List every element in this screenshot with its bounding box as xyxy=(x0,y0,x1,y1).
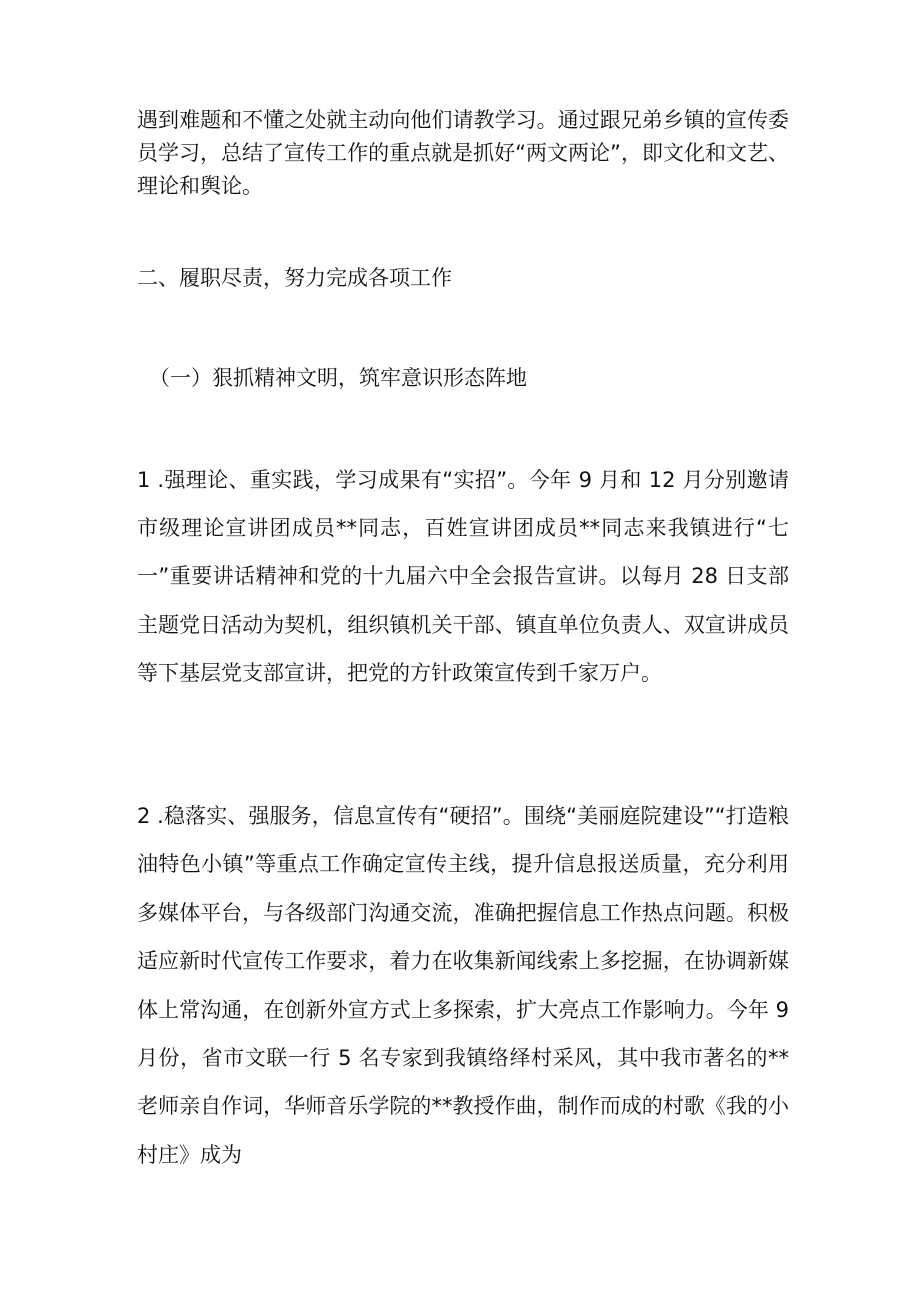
paragraph-2: 2 .稳落实、强服务，信息宣传有“硬招”。围绕“美丽庭院建设”“打造粮油特色小镇”等重点工作确定宣传主线，提升信息报送质量，充分利用多媒体平台，与各级部门沟通交流，准确把握信息工作热点问题。积极适应新时代宣传工作要求，着力在收集新闻线索上多挖掘，在协调新媒体上常沟通，在创新外宣方式上多探索，扩大亮点工作影响力。今年 9 月份，省市文联一行 5 名专家到我镇络绎村采风，其中我市著名的**老师亲自作词，华师音乐学院的**教授作曲，制作而成的村歌《我的小村庄》成为 xyxy=(137,804,789,1167)
subsection-heading: （一）狠抓精神文明，筑牢意识形态阵地 xyxy=(149,366,527,390)
section-heading: 二、履职尽责，努力完成各项工作 xyxy=(137,266,452,290)
intro-paragraph: 遇到难题和不懂之处就主动向他们请教学习。通过跟兄弟乡镇的宣传委员学习，总结了宣传工作的重点就是抓好“两文两论”，即文化和文艺、理论和舆论。 xyxy=(137,108,789,198)
paragraph-1: 1 .强理论、重实践，学习成果有“实招”。今年 9 月和 12 月分别邀请市级理论宣讲团成员**同志，百姓宣讲团成员**同志来我镇进行“七一”重要讲话精神和党的十九届六中全会报告宣讲。以每月 28 日支部主题党日活动为契机，组织镇机关干部、镇直单位负责人、双宣讲成员等下基层党支部宣讲，把党的方针政策宣传到千家万户。 xyxy=(137,468,789,685)
